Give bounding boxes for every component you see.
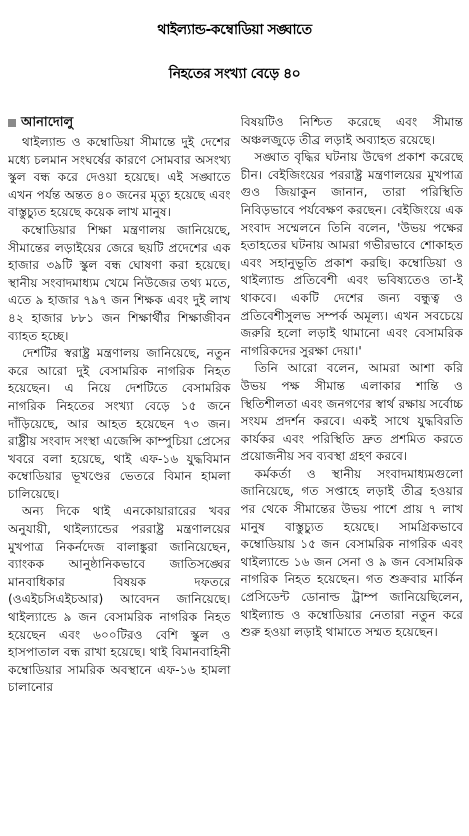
byline-source: আনাদোলু	[21, 115, 74, 130]
paragraph: কর্মকর্তা ও স্থানীয় সংবাদমাধ্যমগুলো জানিয়েছে, গত সপ্তাহে লড়াই তীব্র হওয়ার পর থেকে সীমান্তের উভয় পাশে প্রায় ৭ লাখ মানুষ বাস্তুচ্যুত হয়েছে। সামগ্রিকভাবে কম্বোডিয়ায় ১৫ জন বেসামরিক নাগরিক এবং থাইল্যান্ডে ১৬ জন সেনা ও ৯ জন বেসামরিক নাগরিক নিহত হয়েছেন। গত শুক্রবার মার্কিন প্রেসিডেন্ট ডোনাল্ড ট্রাম্প জানিয়েছিলেন, থাইল্যান্ড ও কম্বোডিয়ার নেতারা নতুন করে শুরু হওয়া লড়াই থামাতে সম্মত হয়েছেন।	[240, 466, 463, 640]
headline-line-1: থাইল্যান্ড-কম্বোডিয়া সঙ্ঘাতে	[157, 22, 312, 38]
paragraph: কম্বোডিয়ার শিক্ষা মন্ত্রণালয় জানিয়েছে, সীমান্তের লড়াইয়ের জেরে ছয়টি প্রদেশের এক হাজার ৩৯টি স্কুল বন্ধ ঘোষণা করা হয়েছে। স্থানীয় সংবাদমাধ্যম খেমে নিউজের তথ্য মতে, এতে ৯ হাজার ৭৯৭ জন শিক্ষক এবং দুই লাখ ৪২ হাজার ৮৮১ জন শিক্ষার্থীর শিক্ষাজীবন ব্যাহত হচ্ছে।	[8, 222, 231, 343]
paragraph: দেশটির স্বরাষ্ট্র মন্ত্রণালয় জানিয়েছে, নতুন করে আরো দুই বেসামরিক নাগরিক নিহত হয়েছেন। এ নিয়ে দেশটিতে বেসামরিক নাগরিক নিহতের সংখ্যা বেড়ে ১৫ জনে দাঁড়িয়েছে, আর আহত হয়েছেন ৭৩ জন। রাষ্ট্রীয় সংবাদ সংস্থা এজেন্সি কাম্পুচিয়া প্রেসের খবরে বলা হয়েছে, থাই এফ-১৬ যুদ্ধবিমান কম্বোডিয়ার ভূখণ্ডের ভেতরে বিমান হামলা চালিয়েছে।	[8, 346, 231, 501]
paragraph: সঙ্ঘাত বৃদ্ধির ঘটনায় উদ্বেগ প্রকাশ করেছে চীন। বেইজিংয়ের পররাষ্ট্র মন্ত্রণালয়ের মুখপাত্র গুও জিয়াকুন জানান, তারা পরিস্থিতি নিবিড়ভাবে পর্যবেক্ষণ করছেন। বেইজিংয়ে এক সংবাদ সম্মেলনে তিনি বলেন, 'উভয় পক্ষের হতাহতের ঘটনায় আমরা গভীরভাবে শোকাহত এবং সহানুভূতি প্রকাশ করছি। কম্বোডিয়া ও থাইল্যান্ড প্রতিবেশী এবং ভবিষ্যতেও তা-ই থাকবে। একটি দেশের জন্য বন্ধুত্ব ও প্রতিবেশীসুলভ সম্পর্ক অমূল্য। এখন সবচেয়ে জরুরি হলো লড়াই থামানো এবং বেসামরিক নাগরিকদের সুরক্ষা দেয়া।'	[240, 150, 463, 358]
paragraph: বিষয়টিও নিশ্চিত করেছে এবং সীমান্ত অঞ্চলজুড়ে তীব্র লড়াই অব্যাহত রয়েছে।	[240, 115, 463, 147]
paragraph: থাইল্যান্ড ও কম্বোডিয়া সীমান্তে দুই দেশের মধ্যে চলমান সংঘর্ষের কারণে সোমবার অসংখ্য স্কুল বন্ধ করে দেওয়া হয়েছে। এই সঙ্ঘাতে এখন পর্যন্ত অন্তত ৪০ জনের মৃত্যু হয়েছে এবং বাস্তুচ্যুত হয়েছে কয়েক লাখ মানুষ।	[8, 135, 231, 220]
byline-bullet-icon	[8, 119, 16, 127]
left-column	[8, 114, 231, 832]
paragraph: তিনি আরো বলেন, আমরা আশা করি উভয় পক্ষ সীমান্ত এলাকার শান্তি ও স্থিতিশীলতা এবং জনগণের স্বার্থ রক্ষায় সর্বোচ্চ সংযম প্রদর্শন করবে। একই সাথে যুদ্ধবিরতি কার্যকর এবং পরিস্থিতি দ্রুত প্রশমিত করতে প্রয়োজনীয় সব ব্যবস্থা গ্রহণ করবে।	[240, 361, 463, 464]
article-body	[8, 114, 463, 832]
right-column	[241, 114, 464, 832]
byline	[8, 114, 231, 132]
headline-line-2: নিহতের সংখ্যা বেড়ে ৪০	[168, 66, 301, 82]
paragraph: অন্য দিকে থাই এনকোয়ারারের খবর অনুযায়ী, থাইল্যান্ডের পররাষ্ট্র মন্ত্রণালয়ের মুখপাত্র নিকর্নদেজ বালাঙ্কুরা জানিয়েছেন, ব্যাংকক আনুষ্ঠানিকভাবে জাতিসঙ্ঘের মানবাধিকার বিষয়ক দফতরে (ওএইচসিএইচআর) আবেদন জানিয়েছে। থাইল্যান্ডে ৯ জন বেসামরিক নাগরিক নিহত হয়েছেন এবং ৬০০টিরও বেশি স্কুল ও হাসপাতাল বন্ধ রাখা হয়েছে। থাই বিমানবাহিনী কম্বোডিয়ার সামরিক অবস্থানে এফ-১৬ হামলা চালানোর	[8, 504, 231, 695]
headline	[0, 8, 469, 96]
